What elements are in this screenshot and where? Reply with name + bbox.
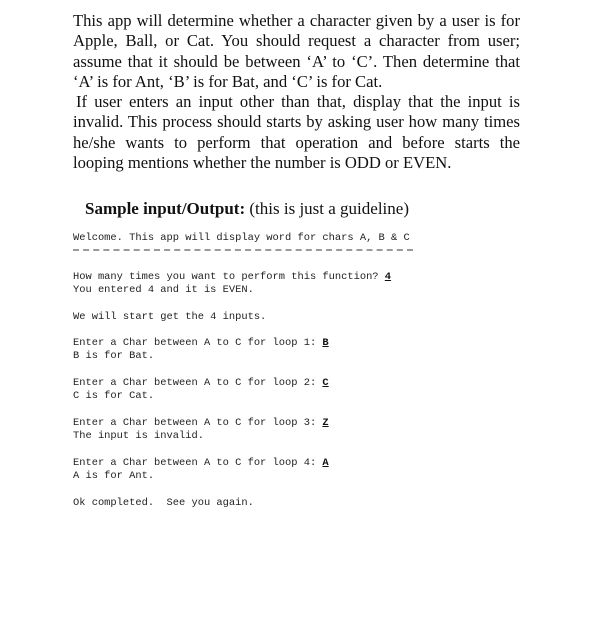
console-loop-3-prompt: Enter a Char between A to C for loop 3: bbox=[73, 417, 323, 429]
console-loop-4-prompt: Enter a Char between A to C for loop 4: bbox=[73, 457, 323, 469]
description-paragraph-2: If user enters an input other than that, display that the input is invalid. This process should starts by asking user how many times he/she wants to perform that operation and before starts the looping mentions whether the number is ODD or EVEN. bbox=[73, 92, 520, 173]
console-start-line: We will start get the 4 inputs. bbox=[73, 311, 267, 323]
console-loop-4-result: A is for Ant. bbox=[73, 470, 155, 482]
console-loop-2-line bbox=[73, 377, 329, 390]
console-loop-2-result: C is for Cat. bbox=[73, 390, 155, 402]
console-how-many-prompt: How many times you want to perform this function? bbox=[73, 271, 385, 283]
console-loop-3-line bbox=[73, 417, 329, 430]
description-paragraph-1: This app will determine whether a character given by a user is for Apple, Ball, or Cat. You should request a character from user; assume that it should be between ‘A’ to ‘C’. Then determine that ‘A’ is for Ant, ‘B’ is for Bat, and ‘C’ is for Cat. bbox=[73, 11, 520, 91]
console-welcome-line: Welcome. This app will display word for chars A, B & C bbox=[73, 232, 410, 244]
console-entered-line: You entered 4 and it is EVEN. bbox=[73, 284, 254, 296]
console-loop-2-prompt: Enter a Char between A to C for loop 2: bbox=[73, 377, 323, 389]
console-loop-4-line bbox=[73, 457, 329, 470]
console-completed-line: Ok completed. See you again. bbox=[73, 497, 254, 509]
sample-heading-note: (this is just a guideline) bbox=[245, 199, 409, 218]
console-loop-1-input: B bbox=[322, 337, 329, 349]
console-how-many-line bbox=[73, 271, 391, 284]
console-loop-3-result: The input is invalid. bbox=[73, 430, 204, 442]
console-loop-1-line bbox=[73, 337, 329, 350]
console-loop-4-input: A bbox=[322, 457, 329, 469]
sample-console-output bbox=[73, 0, 543, 509]
console-loop-1-prompt: Enter a Char between A to C for loop 1: bbox=[73, 337, 323, 349]
console-loop-3-input: Z bbox=[322, 417, 329, 429]
sample-heading-bold: Sample input/Output: bbox=[85, 199, 246, 218]
console-how-many-input: 4 bbox=[384, 271, 392, 283]
console-loop-2-input: C bbox=[322, 377, 329, 389]
console-loop-1-result: B is for Bat. bbox=[73, 350, 155, 362]
console-separator bbox=[73, 249, 413, 251]
